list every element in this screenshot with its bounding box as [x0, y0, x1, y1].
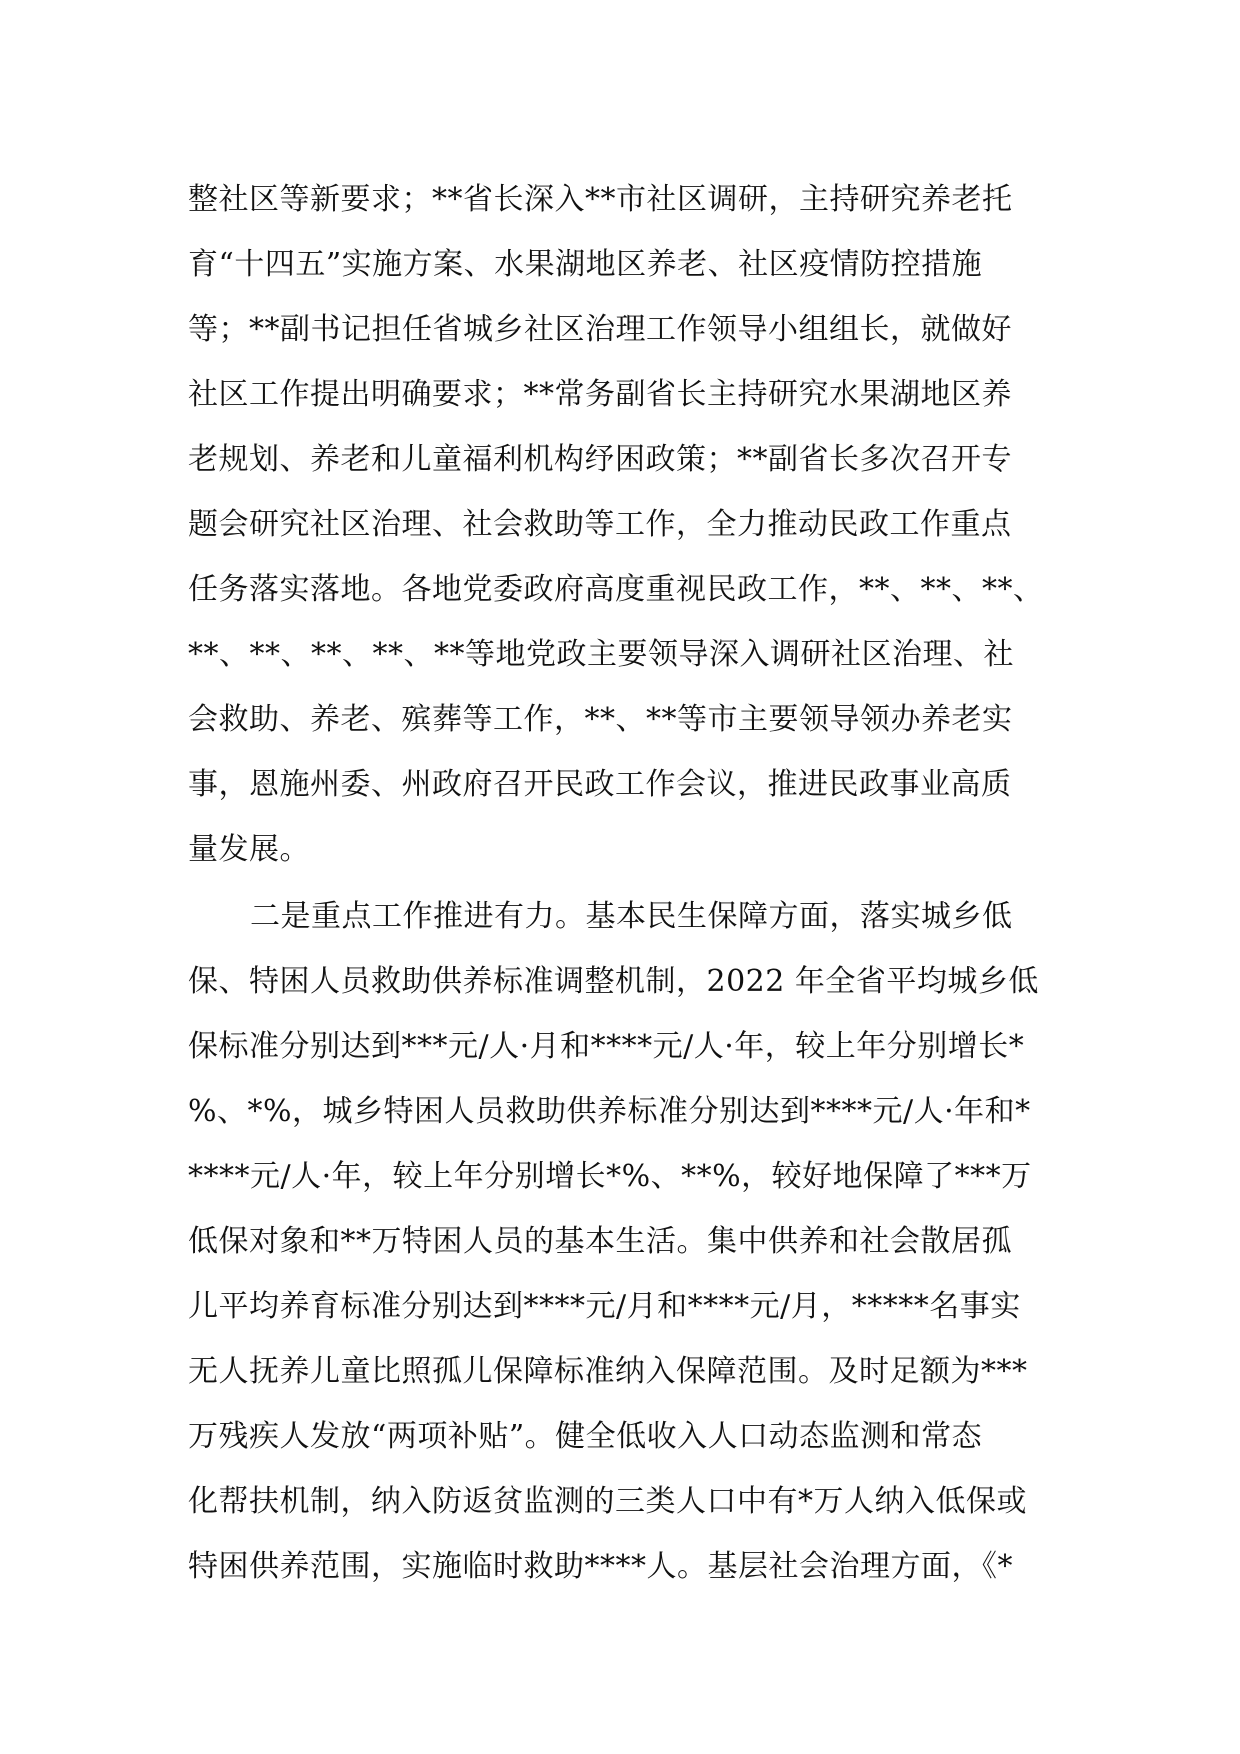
paragraph-line: 老规划、养老和儿童福利机构纾困政策；**副省长多次召开专	[188, 442, 1012, 477]
paragraph-line: 题会研究社区治理、社会救助等工作，全力推动民政工作重点	[188, 507, 1012, 542]
paragraph-line: 育“十四五”实施方案、水果湖地区养老、社区疫情防控措施	[188, 247, 983, 282]
paragraph-line: 特困供养范围，实施临时救助****人。基层社会治理方面，《*	[188, 1549, 1013, 1584]
paragraph-line: 整社区等新要求；**省长深入**市社区调研，主持研究养老托	[188, 182, 1013, 217]
paragraph-line: 等；**副书记担任省城乡社区治理工作领导小组组长，就做好	[188, 312, 1012, 347]
paragraph-line: 万残疾人发放“两项补贴”。健全低收入人口动态监测和常态	[188, 1419, 983, 1454]
paragraph-line: 会救助、养老、殡葬等工作，**、**等市主要领导领办养老实	[188, 702, 1013, 737]
paragraph-line: 儿平均养育标准分别达到****元/月和****元/月，*****名事实	[188, 1289, 1021, 1324]
paragraph-line: 无人抚养儿童比照孤儿保障标准纳入保障范围。及时足额为***	[188, 1354, 1028, 1389]
paragraph-line: 任务落实落地。各地党委政府高度重视民政工作，**、**、**、	[188, 572, 1044, 607]
paragraph-line: 量发展。	[188, 832, 310, 867]
paragraph-line: ****元/人·年，较上年分别增长*%、**%，较好地保障了***万	[188, 1159, 1032, 1194]
paragraph-line: 化帮扶机制，纳入防返贫监测的三类人口中有*万人纳入低保或	[188, 1484, 1027, 1519]
paragraph-line: 保、特困人员救助供养标准调整机制，2022 年全省平均城乡低	[188, 964, 1039, 999]
paragraph-line: %、*%，城乡特困人员救助供养标准分别达到****元/人·年和*	[188, 1094, 1031, 1129]
paragraph-line: 社区工作提出明确要求；**常务副省长主持研究水果湖地区养	[188, 377, 1012, 412]
paragraph-line: 事，恩施州委、州政府召开民政工作会议，推进民政事业高质	[188, 767, 1012, 802]
paragraph-line: 低保对象和**万特困人员的基本生活。集中供养和社会散居孤	[188, 1224, 1012, 1259]
paragraph-line: 保标准分别达到***元/人·月和****元/人·年，较上年分别增长*	[188, 1029, 1025, 1064]
paragraph-line: 二是重点工作推进有力。基本民生保障方面，落实城乡低	[250, 899, 1013, 934]
paragraph-line: **、**、**、**、**等地党政主要领导深入调研社区治理、社	[188, 637, 1014, 672]
